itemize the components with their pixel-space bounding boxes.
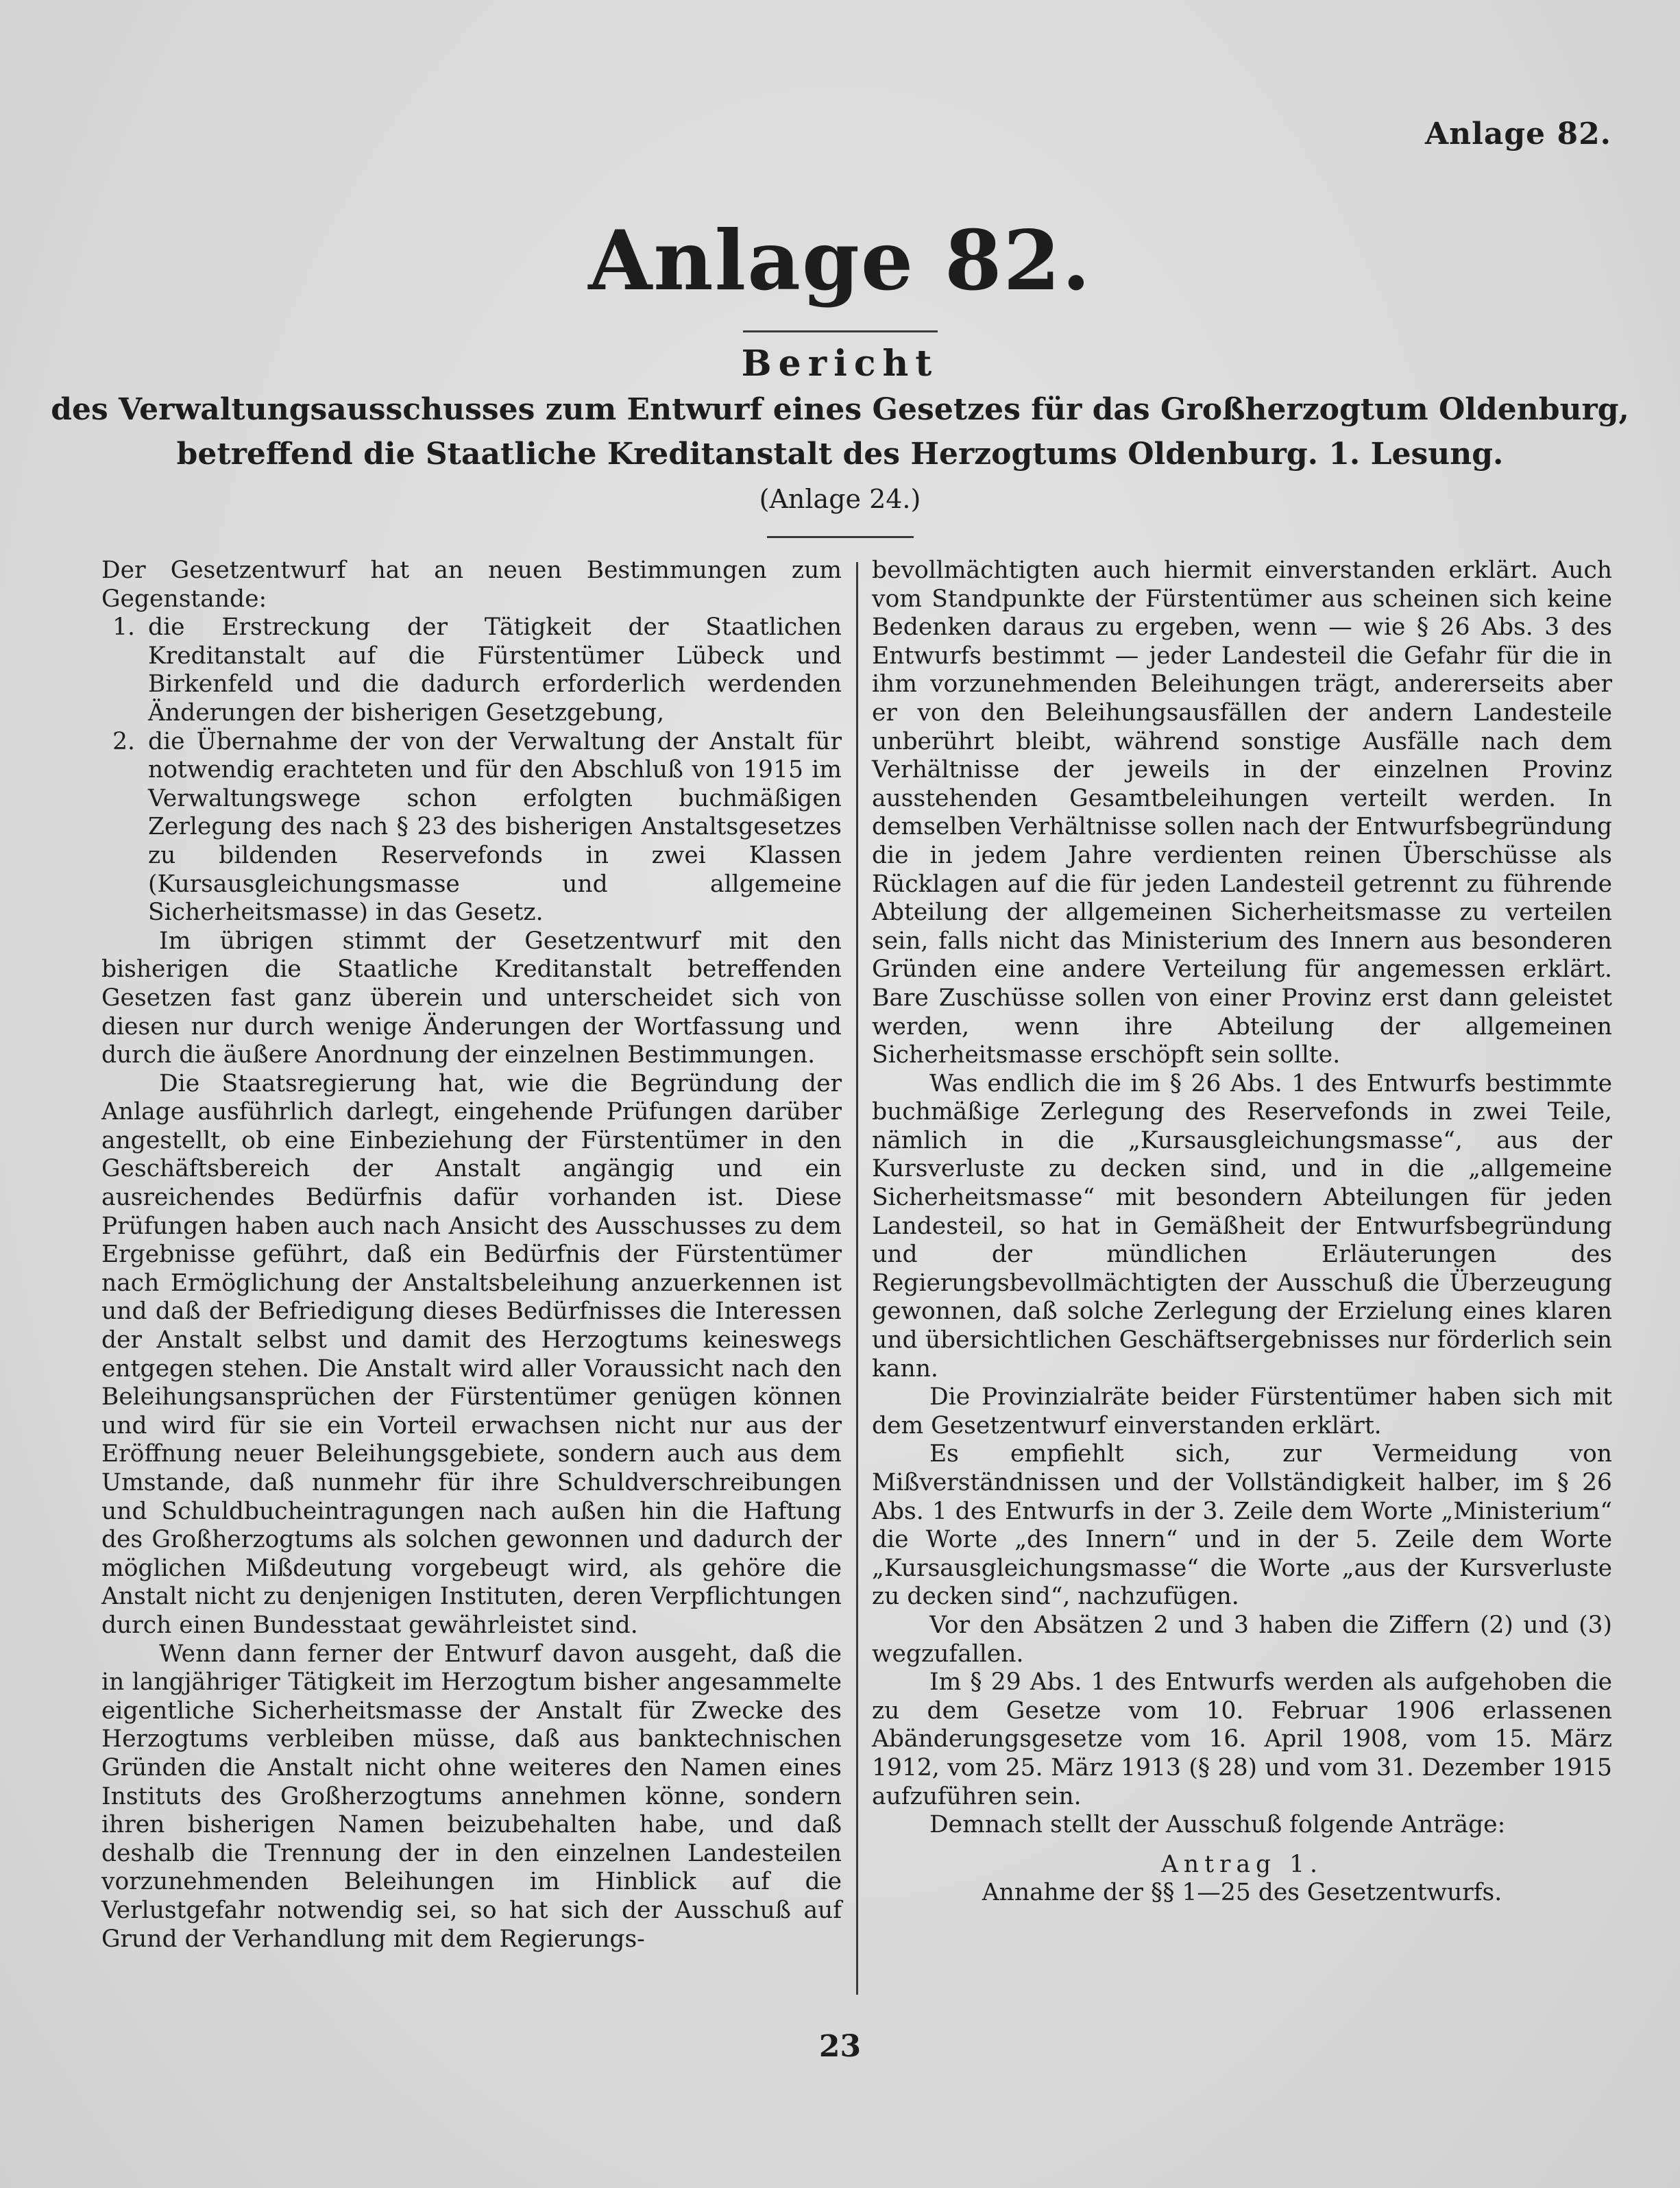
paragraph: Die Staatsregierung hat, wie die Begründung der Anlage ausführlich darlegt, eingehende Prüfungen darüber angestellt, ob eine Einbeziehung der Fürstentümer in den Geschäftsbereich der Anstalt angängig und ein ausreichendes Bedürfnis dafür vorhanden ist. Diese Prüfungen haben auch nach Ansicht des Ausschusses zu dem Ergebnisse geführt, daß ein Bedürfnis der Fürstentümer nach Ermöglichung der Anstaltsbeleihung anzuerkennen ist und daß der Befriedigung dieses Bedürfnisses die Interessen der Anstalt selbst und damit des Herzogtums keineswegs entgegen stehen. Die Anstalt wird aller Voraussicht nach den Beleihungsansprüchen der Fürstentümer genügen können und wird für sie ein Vorteil erwachsen nicht nur aus der Eröffnung neuer Beleihungsgebiete, sondern auch aus dem Umstande, daß nunmehr für ihre Schuldverschreibungen und Schuldbucheintragungen nach außen hin die Haftung des Großherzogtums als solchen gewonnen und dadurch der möglichen Mißdeutung vorgebeugt wird, als gehöre die Anstalt nicht zu denjenigen Instituten, deren Verpflichtungen durch einen Bundesstaat gewährleistet sind. [101,1069,842,1639]
page-number: 23 [818,2029,862,2064]
paragraph: bevollmächtigten auch hiermit einverstanden erklärt. Auch vom Standpunkte der Fürstentümer aus scheinen sich keine Bedenken daraus zu ergeben, wenn — wie § 26 Abs. 3 des Entwurfs bestimmt — jeder Landesteil die Gefahr für die in ihm vorzunehmenden Beleihungen trägt, andererseits aber er von den Beleihungsausfällen der andern Landesteile unberührt bleibt, während sonstige Ausfälle nach dem Verhältnisse der jeweils in der einzelnen Provinz ausstehenden Gesamtbeleihungen verteilt werden. In demselben Verhältnisse sollen nach der Entwurfsbegründung die in jedem Jahre verdienten reinen Überschüsse als Rücklagen auf die für jeden Landesteil getrennt zu führende Abteilung der allgemeinen Sicherheitsmasse zu verteilen sein, falls nicht das Ministerium des Innern aus besonderen Gründen eine andere Verteilung für angemessen erklärt. Bare Zuschüsse sollen von einer Provinz erst dann geleistet werden, wenn ihre Abteilung der allgemeinen Sicherheitsmasse erschöpft sein sollte. [872,557,1612,1069]
antrag-text: Annahme der §§ 1—25 des Gesetzentwurfs. [982,1879,1502,1907]
running-head: Anlage 82. [1425,117,1611,151]
provisions-list [101,613,842,927]
page-title: Anlage 82. [588,212,1092,309]
antrag-title: Antrag 1. [1160,1850,1324,1878]
column-divider [856,562,858,1995]
reference-note: (Anlage 24.) [759,484,921,514]
paragraph: Vor den Absätzen 2 und 3 haben die Ziffern (2) und (3) wegzufallen. [872,1611,1612,1668]
report-heading: Bericht [741,343,939,385]
list-item: 2. die Übernahme der von der Verwaltung der Anstalt für notwendig erachteten und für den Abschluß von 1915 im Verwaltungswege schon erfolgten buchmäßigen Zerlegung des nach § 23 des bisherigen Anstaltsgesetzes zu bildenden Reservefonds in zwei Klassen (Kursausgleichungsmasse und allgemeine Sicherheitsmasse) in das Gesetz. [143,728,842,927]
paragraph: Es empfiehlt sich, zur Vermeidung von Mißverständnissen und der Vollständigkeit halber, im § 26 Abs. 1 des Entwurfs in der 3. Zeile dem Worte „Ministerium“ die Worte „des Innern“ und in der 5. Zeile dem Worte „Kursausgleichungsmasse“ die Worte „aus der Kursverluste zu decken sind“, nachzufügen. [872,1440,1612,1611]
paragraph: Im übrigen stimmt der Gesetzentwurf mit den bisherigen die Staatliche Kreditanstalt betreffenden Gesetzen fast ganz überein und unterscheidet sich von diesen nur durch wenige Änderungen der Wortfassung und durch die äußere Anordnung der einzelnen Bestimmungen. [101,927,842,1069]
report-subtitle-line-1: des Verwaltungsausschusses zum Entwurf eines Gesetzes für das Großherzogtum Oldenburg, [51,392,1629,427]
list-item: 1. die Erstreckung der Tätigkeit der Staatlichen Kreditanstalt auf die Fürstentümer Lübeck und Birkenfeld und die dadurch erforderlich werdenden Änderungen der bisherigen Gesetzgebung, [143,613,842,727]
heading-rule [767,536,914,538]
title-rule [743,330,938,332]
paragraph: Wenn dann ferner der Entwurf davon ausgeht, daß die in langjähriger Tätigkeit im Herzogtum bisher angesammelte eigentliche Sicherheitsmasse der Anstalt für Zwecke des Herzogtums verbleiben müsse, daß aus banktechnischen Gründen die Anstalt nicht ohne weiteres den Namen eines Instituts des Großherzogtums annehmen könne, sondern ihren bisherigen Namen beizubehalten habe, und daß deshalb die Trennung der in den einzelnen Landesteilen vorzunehmenden Beleihungen im Hinblick auf die Verlustgefahr notwendig sei, so hat sich der Ausschuß auf Grund der Verhandlung mit dem Regierungs- [101,1640,842,1953]
paragraph: Die Provinzialräte beider Fürstentümer haben sich mit dem Gesetzentwurf einverstanden erklärt. [872,1383,1612,1439]
paragraph: Demnach stellt der Ausschuß folgende Anträge: [929,1811,1506,1839]
paragraph: Im § 29 Abs. 1 des Entwurfs werden als aufgehoben die zu dem Gesetze vom 10. Februar 1906 erlassenen Abänderungsgesetze vom 16. April 1908, vom 15. März 1912, vom 25. März 1913 (§ 28) und vom 31. Dezember 1915 aufzuführen sein. [872,1668,1612,1810]
right-column [872,557,1612,1908]
paragraph: Was endlich die im § 26 Abs. 1 des Entwurfs bestimmte buchmäßige Zerlegung des Reservefonds in zwei Teile, nämlich in die „Kursausgleichungsmasse“, aus der Kursverluste zu decken sind, und in die „allgemeine Sicherheitsmasse“ mit besondern Abteilungen für jeden Landesteil, so hat in Gemäßheit der Entwurfsbegründung und der mündlichen Erläuterungen des Regierungsbevollmächtigten der Ausschuß die Überzeugung gewonnen, daß solche Zerlegung der Erzielung eines klaren und übersichtlichen Geschäftsergebnisses nur förderlich sein kann. [872,1069,1612,1383]
intro-paragraph: Der Gesetzentwurf hat an neuen Bestimmungen zum Gegenstande: [101,557,842,613]
report-subtitle-line-2: betreffend die Staatliche Kreditanstalt des Herzogtums Oldenburg. 1. Lesung. [176,437,1504,472]
left-column [101,557,842,1954]
